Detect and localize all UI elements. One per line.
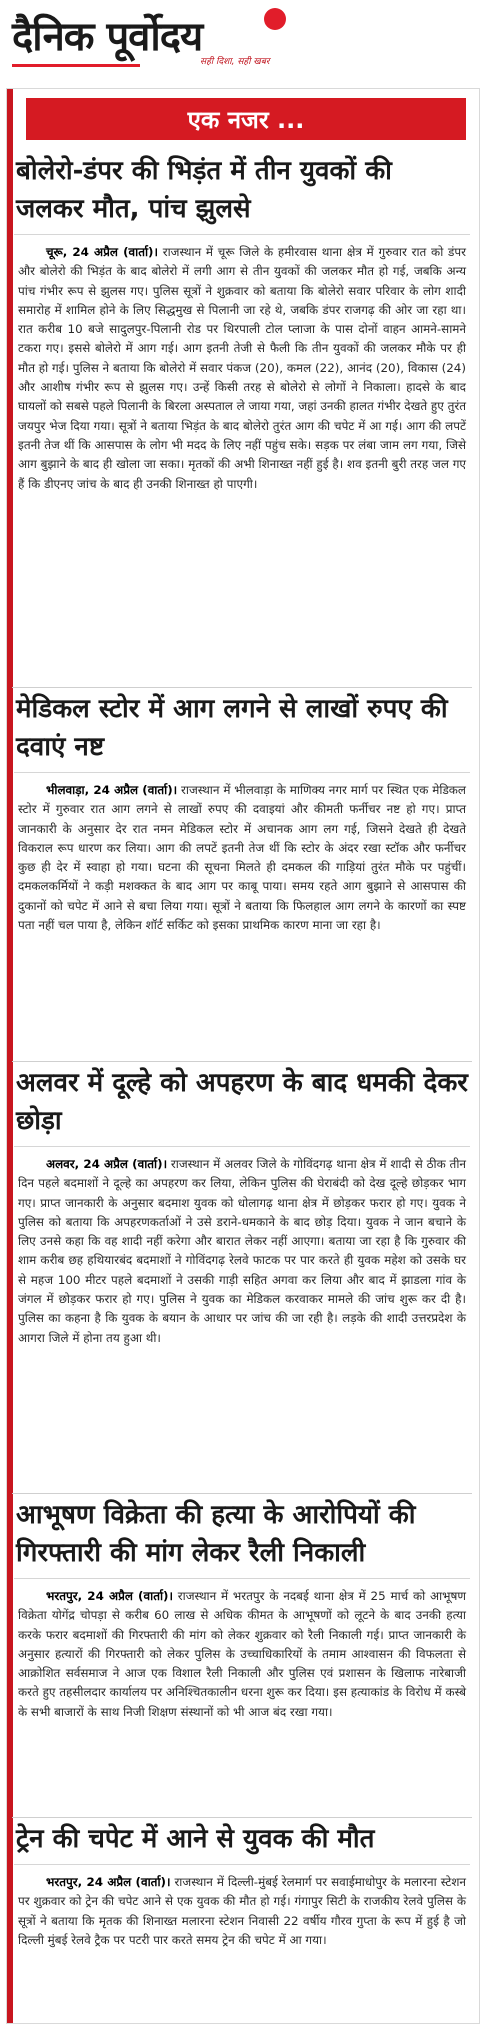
story-body [14,773,470,935]
story-body [14,1579,470,1722]
story-headline: ट्रेन की चपेट में आने से युवक की मौत [14,1818,470,1865]
masthead-rule [12,64,140,67]
news-story [14,1494,470,1722]
story-text: राजस्थान में अलवर जिले के गोविंदगढ़ थाना क्षेत्र में शादी से ठीक तीन दिन पहले बदमाशों ने दूल्हे का अपहरण कर लिया, लेकिन पुलिस की घेराबंदी को देख दूल्हे छोड़कर भाग गए। प्राप्त जानकारी के अनुसार बदमाश युवक को धोलागढ़ थाना क्षेत्र में छोड़कर फरार हो गए। युवक ने पुलिस को बताया कि अपहरणकर्ताओं ने उसे डराने-धमकाने के बाद छोड़ दिया। युवक ने जान बचाने के लिए उनसे कहा कि वह शादी नहीं करेगा और बारात लेकर नहीं आएगा। बताया जा रहा है कि गुरुवार की शाम करीब छह हथियारबंद बदमाशों ने गोविंदगढ़ रेलवे फाटक पर पार करते ही युवक महेश को उसके घर से महज 100 मीटर पहले बदमाशों ने उसकी गाड़ी सहित अगवा कर लिया और बाद में झाडला गांव के जंगल में छोड़कर फरार हो गए। पुलिस ने युवक का मेडिकल करवाकर मामले की जांच शुरू कर दी है। पुलिस का कहना है कि युवक के बयान के आधार पर जांच की जा रही है। लड़के की शादी उत्तरप्रदेश के आगरा जिले में होना तय हुआ थी। [18,1157,466,1345]
newspaper-tagline: सही दिशा, सही खबर [200,57,270,67]
story-body [14,235,470,494]
story-body [14,1147,470,1348]
story-dateline: भरतपुर, 24 अप्रैल (वार्ता)। [46,1589,173,1603]
news-story [14,688,470,935]
newspaper-title: दैनिक पूर्वोदय [12,14,203,60]
panel-accent-edge [7,89,13,2023]
story-headline: आभूषण विक्रेता की हत्या के आरोपियों की गिरफ्तारी की मांग लेकर रैली निकाली [14,1494,470,1579]
story-body [14,1865,470,1950]
story-dateline: भरतपुर, 24 अप्रैल (वार्ता)। [46,1875,171,1889]
story-headline: मेडिकल स्टोर में आग लगने से लाखों रुपए की दवाएं नष्ट [14,688,470,773]
story-text: राजस्थान में भरतपुर के नदबई थाना क्षेत्र में 25 मार्च को आभूषण विक्रेता योगेंद्र चोपड़ा से करीब 60 लाख से अधिक कीमत के आभूषणों को लूटने के बाद उनकी हत्या करके फरार बदमाशों की गिरफ्तारी की मांग को लेकर शुक्रवार को रैली निकाली गई। प्राप्त जानकारी के अनुसार हत्यारों की गिरफ्तारी को लेकर पुलिस के उच्चाधिकारियों के तमाम आश्वासन की विफलता से आक्रोशित सर्वसमाज ने आज एक विशाल रैली निकाली और पुलिस एवं प्रशासन के खिलाफ नारेबाजी करते हुए तहसीलदार कार्यालय पर अनिश्चितकालीन धरना शुरू कर दिया। इस हत्याकांड के विरोध में कस्बे के सभी बाजारों के साथ निजी शिक्षण संस्थानों को भी आज बंद रखा गया। [18,1589,467,1719]
story-text: राजस्थान में भीलवाड़ा के माणिक्य नगर मार्ग पर स्थित एक मेडिकल स्टोर में गुरुवार रात आग लगने से लाखों रुपए की दवाइयां और कीमती फर्नीचर नष्ट हो गए। प्राप्त जानकारी के अनुसार देर रात नमन मेडिकल स्टोर में अचानक आग लग गई, जिसने देखते ही देखते विकराल रूप धारण कर लिया। आग की लपटें इतनी तेज थीं कि स्टोर के अंदर रखा स्टॉक और फर्नीचर कुछ ही देर में स्वाहा हो गया। घटना की सूचना मिलते ही दमकल की गाड़ियां तुरंत मौके पर पहुंचीं। दमकलकर्मियों ने कड़ी मशक्कत के बाद आग पर काबू पाया। समय रहते आग बुझाने से आसपास की दुकानों को चपेट में आने से बचा लिया गया। सूत्रों ने बताया कि फिलहाल आग लगने के कारणों का स्पष्ट पता नहीं चल पाया है, लेकिन शॉर्ट सर्किट को इसका प्राथमिक कारण माना जा रहा है। [18,783,466,933]
news-story [14,1818,470,1950]
story-text: राजस्थान में दिल्ली-मुंबई रेलमार्ग पर सवाईमाधोपुर के मलारना स्टेशन पर शुक्रवार को ट्रेन की चपेट आने से एक युवक की मौत हो गई। गंगापुर सिटी के राजकीय रेलवे पुलिस के सूत्रों ने बताया कि मृतक की शिनाख्त मलारना स्टेशन निवासी 22 वर्षीय गौरव गुप्ता के रूप में हुई है जो दिल्ली मुंबई रेलवे ट्रैक पर पटरी पार करते समय ट्रेन की चपेट में आ गया। [18,1875,466,1947]
masthead [0,0,485,88]
story-dateline: अलवर, 24 अप्रैल (वार्ता)। [46,1157,168,1171]
story-dateline: चूरू, 24 अप्रैल (वार्ता)। [46,245,158,259]
section-banner: एक नजर ... [26,98,466,140]
news-story [14,1062,470,1348]
story-headline: अलवर में दूल्हे को अपहरण के बाद धमकी देकर छोड़ा [14,1062,470,1147]
story-text: राजस्थान में चूरू जिले के हमीरवास थाना क्षेत्र में गुरुवार रात को डंपर और बोलेरो की भिड़ंत के बाद बोलेरो में लगी आग से तीन युवकों की जलकर मौत हो गई, जबकि अन्य पांच गंभीर रूप से झुलस गए। पुलिस सूत्रों ने शुक्रवार को बताया कि बोलेरो सवार परिवार के लोग शादी समारोह में शामिल होने के लिए सिद्धमुख से पिलानी जा रहे थे, जबकि डंपर राजगढ़ की ओर जा रहा था। रात करीब 10 बजे सादुलपुर-पिलानी रोड पर थिरपाली टोल प्लाजा के पास दोनों वाहन आमने-सामने टकरा गए। इससे बोलेरो में आग गई। आग इतनी तेजी से फैली कि तीन युवकों की जलकर मौके पर ही मौत हो गई। पुलिस ने बताया कि बोलेरो में सवार पंकज (20), कमल (22), आनंद (20), विकास (24) और आशीष गंभीर रूप से झुलस गए। उन्हें किसी तरह से बोलेरो से लोगों ने निकाला। हादसे के बाद घायलों को सबसे पहले पिलानी के बिरला अस्पताल ले जाया गया, जहां उनकी हालत गंभीर देखते हुए तुरंत जयपुर भेज दिया गया। सूत्रों ने बताया भिड़ंत के बाद बोलेरो तुरंत आग की चपेट में आ गई। आग की लपटें इतनी तेज थीं कि आसपास के लोग भी मदद के लिए नहीं पहुंच सके। सड़क पर लंबा जाम लग गया, जिसे आग बुझाने के बाद ही खोला जा सका। मृतकों की अभी शिनाख्त नहीं हुई है। शव इतनी बुरी तरह जल गए हैं कि डीएनए जांच के बाद ही उनकी शिनाख्त हो पाएगी। [18,245,466,491]
sun-logo-icon [264,8,286,30]
news-story [14,150,470,494]
story-dateline: भीलवाड़ा, 24 अप्रैल (वार्ता)। [46,783,178,797]
story-headline: बोलेरो-डंपर की भिड़ंत में तीन युवकों की जलकर मौत, पांच झुलसे [14,150,470,235]
